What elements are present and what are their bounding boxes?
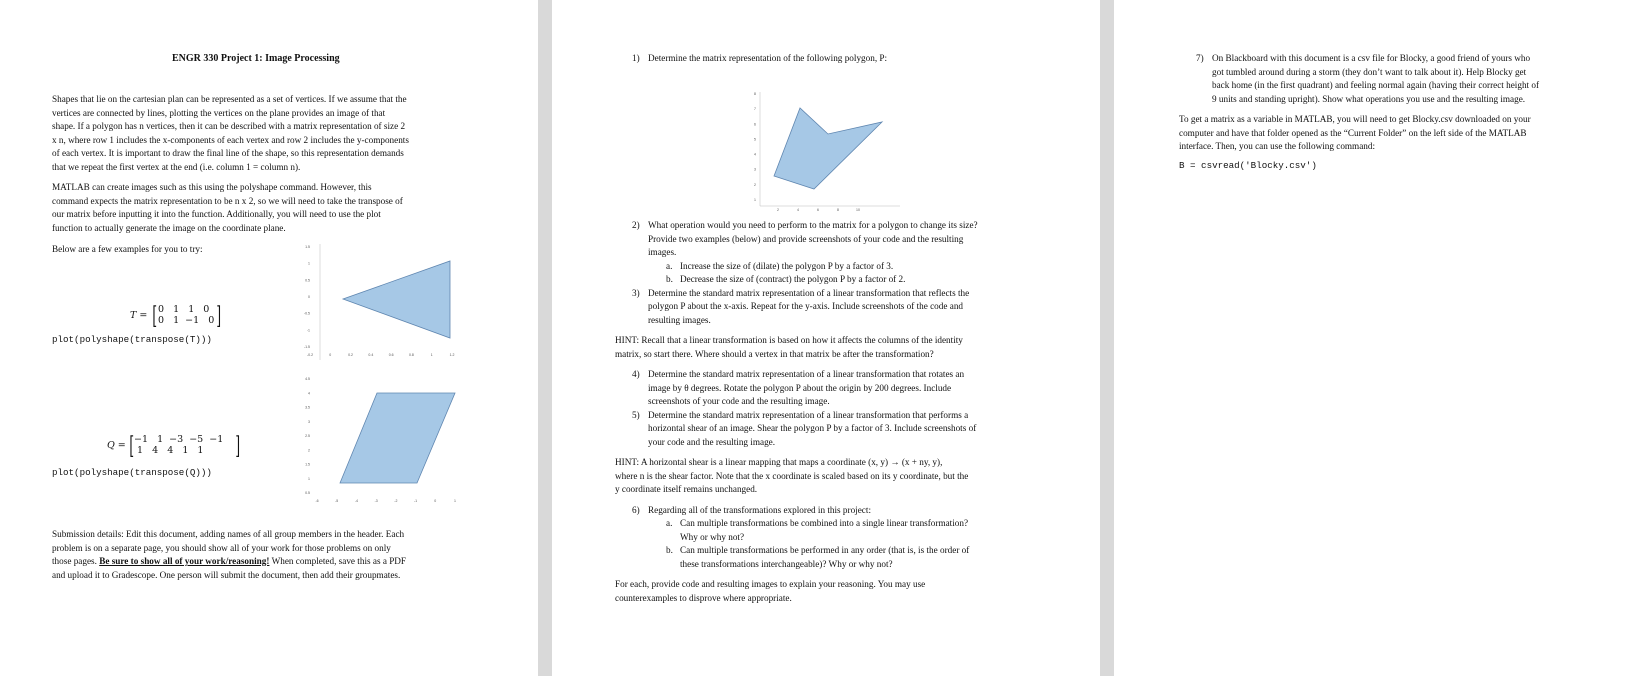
- q2-line: What operation would you need to perform to the matrix for a polygon to change its size?: [648, 220, 978, 230]
- triangle-chart: [305, 244, 475, 364]
- intro-line: vertices are connected by lines, plotting the vertices on the plane provides an image of that: [52, 107, 386, 118]
- q6a-line: Can multiple transformations be combined into a single linear transformation?: [680, 518, 969, 528]
- x-tick-label: -4: [354, 499, 358, 503]
- hint-2-line: where n is the shear factor. Note that the x coordinate is scaled based on its y coordinate, but the: [615, 470, 969, 481]
- q2a-text: Increase the size of (dilate) the polygon P by a factor of 3.: [680, 260, 894, 271]
- y-tick-label: 1.5: [305, 245, 310, 249]
- matrix-Q-row1: −1 1 −3 −5 −1: [134, 434, 224, 445]
- matrix-T-label: T =: [130, 310, 148, 321]
- q4-line: Determine the standard matrix representation of a linear transformation that rotates an: [648, 369, 965, 379]
- x-tick-label: 8: [837, 208, 839, 212]
- matrix-bracket-right: ]: [216, 302, 222, 330]
- x-tick-label: -3: [374, 499, 378, 503]
- page-title: ENGR 330 Project 1: Image Processing: [172, 53, 340, 64]
- q7-line: 9 units and standing upright). Show what operations you use and the resulting image.: [1212, 93, 1526, 104]
- x-tick-label: 2: [777, 208, 779, 212]
- closing-line: For each, provide code and resulting images to explain your reasoning. You may use: [615, 579, 926, 589]
- matrix-T-row1: 0 1 1 0: [158, 304, 210, 315]
- intro-line: Shapes that lie on the cartesian plan can be represented as a set of vertices. If we assume that the: [52, 94, 407, 104]
- q2-line: Provide two examples (below) and provide screenshots of your code and the resulting: [648, 233, 964, 244]
- submission-line: problem is on a separate page, you should show all of your work for those problems on only: [52, 542, 391, 553]
- y-tick-label: 5: [754, 137, 756, 142]
- q6-number: 6): [632, 504, 640, 515]
- submission-line: and upload it to Gradescope. One person will submit the document, then add their groupmates.: [52, 569, 401, 580]
- parallelogram-chart: [305, 376, 475, 508]
- y-tick-label: -0.5: [303, 311, 310, 316]
- triangle-shape: [343, 261, 450, 338]
- y-tick-label: -1.5: [303, 345, 310, 349]
- q3-line: Determine the standard matrix representation of a linear transformation that reflects the: [648, 287, 970, 298]
- y-tick-label: 1.5: [305, 462, 310, 467]
- intro-line: shape. If a polygon has n vertices, then it can be described with a matrix representation of size 2: [52, 121, 406, 131]
- q5-number: 5): [632, 409, 640, 420]
- polygon-P-chart: [750, 92, 900, 212]
- matrix-T-row2: 0 1 −1 0: [158, 315, 215, 326]
- x-tick-label: -0.2: [306, 353, 314, 357]
- intro-line: x n, where row 1 includes the x-components of each vertex and row 2 includes the y-components: [52, 134, 409, 145]
- q3-number: 3): [632, 287, 640, 298]
- csv-line: To get a matrix as a variable in MATLAB, you will need to get Blocky.csv downloaded on your: [1179, 114, 1531, 124]
- closing-line: counterexamples to disprove where appropriate.: [615, 592, 792, 603]
- y-tick-label: 4: [308, 391, 310, 396]
- parallelogram-shape: [340, 393, 455, 483]
- csvread-code: B = csvread('Blocky.csv'): [1179, 160, 1317, 171]
- q6b-line: these transformations interchangeable)? Why or why not?: [680, 558, 893, 569]
- matlab-line: our matrix before inputting it into the function. Additionally, you will need to use the plot: [52, 209, 381, 219]
- q4-line: screenshots of your code and the resulting image.: [648, 396, 830, 406]
- x-tick-labels: [315, 499, 456, 503]
- hint-1-line: HINT: Recall that a linear transformation is based on how it affects the columns of the identity: [615, 335, 963, 345]
- intro-line: of each vertex. It is important to draw the final line of the shape, so this representation demands: [52, 148, 404, 158]
- y-tick-label: 1: [754, 198, 756, 202]
- matrix-Q-row2: 1 4 4 1 1: [134, 445, 204, 456]
- csv-line: interface. Then, you can use the following command:: [1179, 141, 1376, 151]
- x-tick-label: 0: [329, 353, 332, 357]
- y-tick-label: 1: [308, 476, 310, 481]
- csv-line: computer and have that folder opened as the “Current Folder” on the left side of the MATLAB: [1179, 127, 1527, 138]
- q2a-marker: a.: [666, 260, 673, 271]
- x-tick-label: -5: [335, 499, 339, 503]
- matrix-bracket-left: [: [152, 302, 158, 330]
- submission-line: Submission details: Edit this document, adding names of all group members in the header. Each: [52, 529, 405, 539]
- q7-number: 7): [1196, 53, 1204, 63]
- x-tick-label: 0.4: [368, 353, 374, 357]
- submission-emphasis: Be sure to show all of your work/reasoning!: [99, 556, 270, 566]
- x-tick-label: 4: [797, 208, 799, 212]
- x-tick-label: 1: [454, 499, 456, 503]
- x-tick-labels: [777, 208, 860, 212]
- matrix-bracket-left: [: [129, 432, 135, 460]
- y-tick-label: 4.5: [305, 377, 310, 381]
- page-gap-1: [538, 0, 552, 676]
- y-tick-label: 0: [308, 295, 310, 299]
- q4-number: 4): [632, 369, 640, 379]
- x-tick-label: 0: [434, 499, 437, 503]
- y-tick-label: 0.5: [305, 491, 310, 495]
- q1-number: 1): [632, 53, 640, 63]
- q5-line: Determine the standard matrix representation of a linear transformation that performs a: [648, 409, 969, 420]
- intro-line: that we repeat the first vertex at the end (i.e. column 1 = column n).: [52, 161, 301, 172]
- q2b-text: Decrease the size of (contract) the polygon P by a factor of 2.: [680, 274, 906, 284]
- y-tick-label: 6: [754, 122, 756, 127]
- submission-line-3: [52, 555, 406, 569]
- q7-line: On Blackboard with this document is a csv file for Blocky, a good friend of yours who: [1212, 53, 1531, 63]
- q6a-line: Why or why not?: [680, 531, 745, 542]
- q4-line: image by θ degrees. Rotate the polygon P about the origin by 200 degrees. Include: [648, 382, 952, 393]
- y-tick-label: 1: [308, 261, 310, 266]
- x-tick-label: -2: [394, 499, 398, 503]
- examples-intro: Below are a few examples for you to try:: [52, 244, 203, 254]
- x-tick-labels: [307, 353, 454, 357]
- y-tick-labels: [754, 92, 756, 202]
- y-tick-label: 0.5: [305, 278, 310, 283]
- q6a-marker: a.: [666, 518, 673, 528]
- x-tick-label: 6: [817, 208, 819, 212]
- y-tick-label: 7: [754, 107, 756, 112]
- hint-2-line: HINT: A horizontal shear is a linear mapping that maps a coordinate (x, y) → (x + ny, y),: [615, 457, 943, 467]
- x-tick-label: 0.8: [408, 353, 414, 357]
- q3-line: resulting images.: [648, 314, 711, 325]
- y-tick-label: 2.5: [305, 434, 310, 438]
- y-tick-labels: [304, 245, 310, 349]
- q2-line: images.: [648, 247, 677, 257]
- matlab-line: command expects the matrix representation to be n x 2, so we will need to take the transpose of: [52, 195, 403, 206]
- x-tick-label: 0.6: [388, 353, 394, 357]
- y-tick-label: 3: [754, 167, 756, 172]
- q1-text: Determine the matrix representation of the following polygon, P:: [648, 53, 888, 63]
- x-tick-label: -1: [414, 499, 418, 503]
- q7-line: back home (in the first quadrant) and feeling normal again (having their correct height of: [1212, 80, 1540, 90]
- q6b-line: Can multiple transformations be performed in any order (that is, is the order of: [680, 545, 970, 555]
- submission-text: When completed, save this as a PDF: [271, 556, 407, 566]
- hint-2-line: y coordinate itself remains unchanged.: [615, 484, 758, 494]
- q2-number: 2): [632, 220, 640, 230]
- q3-line: polygon P about the x-axis. Repeat for the y-axis. Include screenshots of the code and: [648, 301, 964, 311]
- q5-line: your code and the resulting image.: [648, 436, 776, 447]
- q7-line: got tumbled around during a storm (they don’t want to talk about it). Help Blocky get: [1212, 66, 1527, 77]
- q6b-marker: b.: [666, 545, 673, 555]
- q6-text: Regarding all of the transformations explored in this project:: [648, 504, 871, 515]
- y-tick-label: 4: [754, 152, 756, 157]
- y-tick-label: 2: [754, 182, 756, 187]
- polygon-P-shape: [774, 108, 882, 189]
- submission-text: those pages.: [52, 556, 97, 566]
- hint-1-line: matrix, so start there. Where should a vertex in that matrix be after the transformation?: [615, 348, 934, 359]
- code-T: plot(polyshape(transpose(T))): [52, 334, 212, 345]
- y-tick-label: 2: [308, 448, 310, 453]
- x-tick-label: -6: [315, 499, 319, 503]
- q5-line: horizontal shear of an image. Shear the polygon P by a factor of 3. Include screenshots of: [648, 423, 977, 433]
- matrix-bracket-right: ]: [235, 432, 241, 460]
- y-tick-label: 3: [308, 419, 310, 424]
- y-tick-label: -1: [306, 328, 310, 333]
- matrix-Q-label: Q =: [107, 440, 126, 451]
- x-tick-label: 1.2: [449, 353, 455, 357]
- code-Q: plot(polyshape(transpose(Q))): [52, 467, 212, 478]
- q2b-marker: b.: [666, 274, 673, 284]
- y-tick-label: 8: [754, 92, 756, 96]
- y-tick-labels: [305, 377, 310, 495]
- page-gap-2: [1100, 0, 1114, 676]
- x-tick-label: 1: [430, 353, 433, 357]
- matlab-line: MATLAB can create images such as this using the polyshape command. However, this: [52, 182, 372, 192]
- matlab-line: function to actually generate the image on the coordinate plane.: [52, 222, 286, 233]
- x-tick-label: 0.2: [348, 353, 354, 357]
- y-tick-label: 3.5: [305, 405, 310, 410]
- x-tick-label: 10: [856, 208, 860, 212]
